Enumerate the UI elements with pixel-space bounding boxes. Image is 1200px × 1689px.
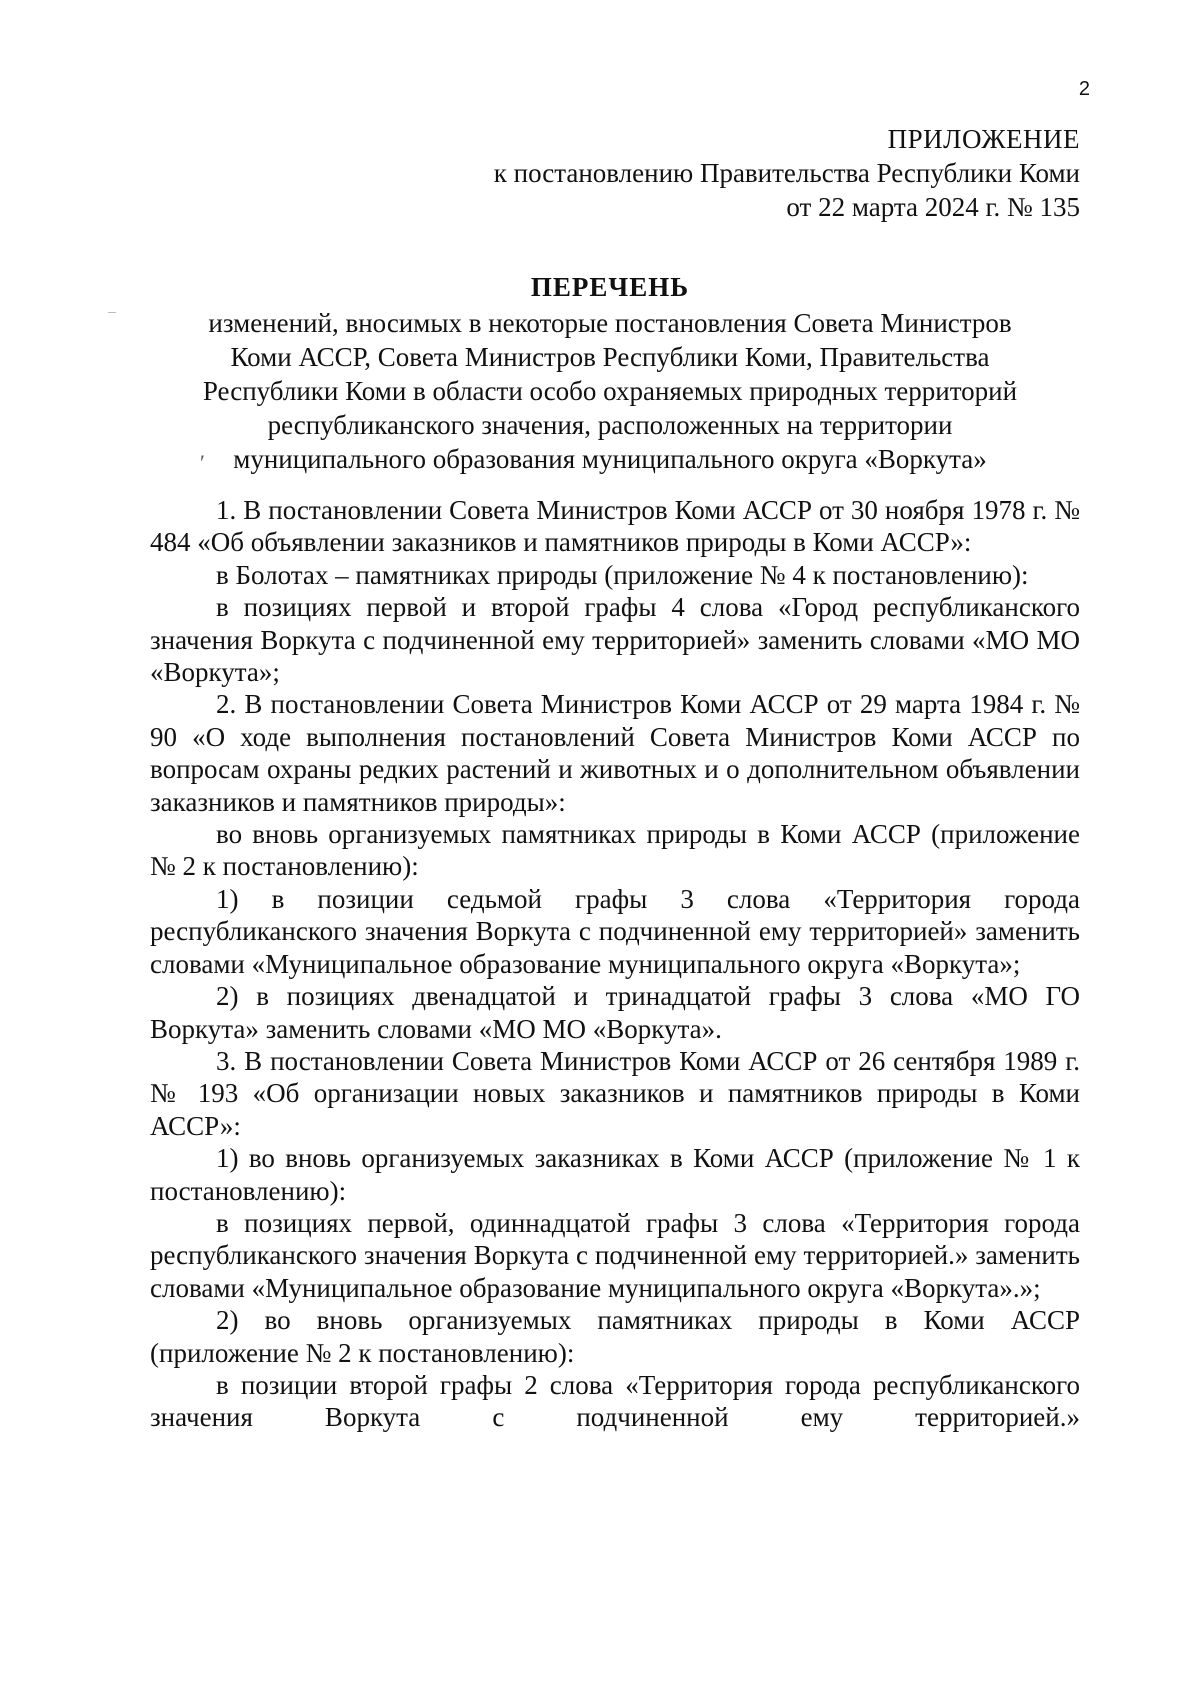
paragraph: 1) во вновь организуемых заказниках в Коми АССР (приложение № 1 к постановлению): (150, 1143, 1080, 1206)
paragraph: 2) во вновь организуемых памятниках природы в Коми АССР (приложение № 2 к постановлению): (150, 1305, 1080, 1368)
subtitle-line: изменений, вносимых в некоторые постановления Совета Министров (208, 308, 1012, 338)
approval-heading: ПРИЛОЖЕНИЕ (887, 124, 1080, 154)
paragraph: 2) в позициях двенадцатой и тринадцатой графы 3 слова «МО ГО Воркута» заменить словами «МО МО «Воркута». (150, 981, 1080, 1044)
approval-resolution: к постановлению Правительства Республики Коми (493, 158, 1080, 188)
paragraph: во вновь организуемых памятниках природы в Коми АССР (приложение № 2 к постановлению): (150, 819, 1080, 882)
paragraph: 1) в позиции седьмой графы 3 слова «Территория города республиканского значения Воркута с подчиненной ему территорией» заменить словами «Муниципальное образование муниципального округа «Воркута»; (150, 883, 1080, 979)
paragraph: в позициях первой, одиннадцатой графы 3 слова «Территория города республиканского значения Воркута с подчиненной ему территорией.» заменить словами «Муниципальное образование муниципального округа «Воркута».»; (150, 1207, 1080, 1303)
scan-mark (108, 312, 116, 313)
paragraph: 1. В постановлении Совета Министров Коми АССР от 30 ноября 1978 г. № 484 «Об объявлении заказников и памятников природы в Коми АССР»: (150, 495, 1080, 558)
paragraph: в позициях первой и второй графы 4 слова «Город республиканского значения Воркута с подчиненной ему территорией» заменить словами «МО МО «Воркута»; (150, 592, 1080, 688)
subtitle-line: Республики Коми в области особо охраняемых природных территорий (202, 376, 1018, 406)
paragraph: 3. В постановлении Совета Министров Коми АССР от 26 сентября 1989 г. № 193 «Об организации новых заказников и памятников природы в Коми АССР»: (150, 1045, 1080, 1141)
title-block (150, 270, 1070, 476)
scan-tick-mark: ′ (200, 450, 205, 475)
approval-date: от 22 марта 2024 г. № 135 (786, 192, 1080, 222)
subtitle-line: республиканского значения, расположенных на территории (267, 410, 953, 440)
paragraph: 2. В постановлении Совета Министров Коми АССР от 29 марта 1984 г. № 90 «О ходе выполнения постановлений Совета Министров Коми АССР по вопросам охраны редких растений и животных и о дополнительном объявлении заказников и памятников природы»: (150, 689, 1080, 817)
document-body (150, 494, 1080, 1434)
subtitle-line: муниципального образования муниципального округа «Воркута» (233, 444, 987, 474)
subtitle-line: Коми АССР, Совета Министров Республики Коми, Правительства (230, 342, 990, 372)
page-number: 2 (1078, 78, 1090, 100)
document-title: ПЕРЕЧЕНЬ (530, 272, 690, 302)
paragraph: в позиции второй графы 2 слова «Территория города республиканского значения Воркута с подчиненной ему территорией.» (150, 1369, 1080, 1433)
approval-block (380, 122, 1080, 224)
paragraph: в Болотах – памятниках природы (приложение № 4 к постановлению): (216, 559, 1029, 590)
